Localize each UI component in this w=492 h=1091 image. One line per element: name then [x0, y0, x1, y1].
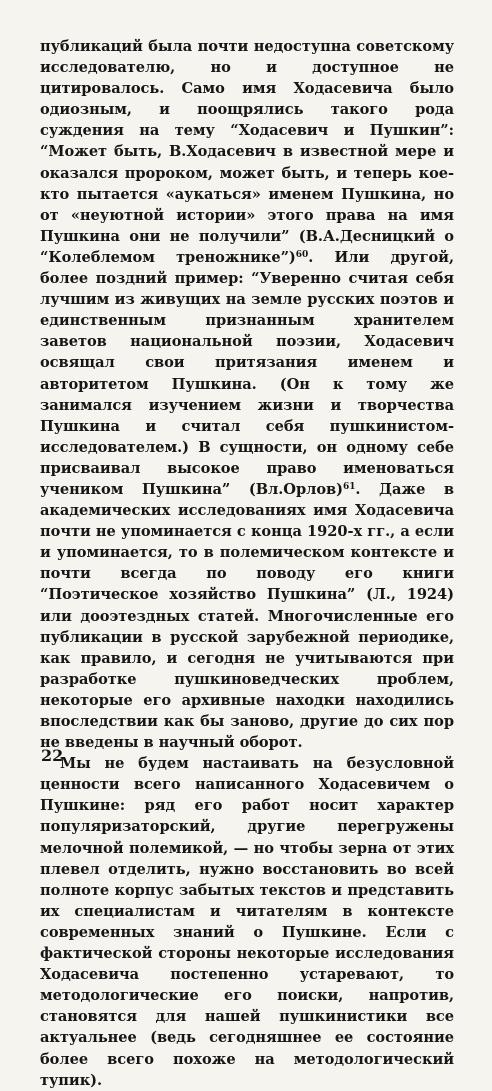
- page-number: 22: [41, 746, 64, 765]
- paragraph-1-text-c: . Даже в академических исследованиях имя Ходасевича почти не упоминается с конца 1920-х гг., а если и упоминается, то в полемическом контексте и почти всегда по поводу его книги “Поэтическое хозяйство Пушкина” (Л., 1924) или дооэтездных статей. Многочисленные его публикации в русской зарубежной периодике, как правило, и сегодня не учитываются при разработке пушкиноведческих проблем, некоторые его архивные находки находились впоследствии как бы заново, другие до сих пор не введены в научный оборот.: [40, 480, 455, 752]
- footnote-ref-60: 60: [295, 249, 309, 260]
- paragraph-2: [40, 753, 454, 1091]
- paragraph-1: [40, 36, 454, 753]
- paragraph-1-text-a: публикаций была почти недоступна советскому исследователю, но и доступное не цитировалось. Само имя Ходасевича было одиозным, и поощрялись такого рода суждения на тему “Ходасевич и Пушкин”: “Может быть, В.Ходасевич в известной мере и оказался пророком, может быть, и теперь кое-кто пытается «аукаться» именем Пушкина, но от «неуютной истории» этого права на имя Пушкина они не получили” (В.А.Десницкий о “Колеблемом треножнике”): [40, 38, 454, 266]
- body-text: [40, 36, 454, 1091]
- paragraph-1-text-b: . Или другой, более поздний пример: “Уверенно считая себя лучшим из живущих на земле русских поэтов и единственным признанным хранителем заветов национальной поэзии, Ходасевич освящал свои притязания именем и авторитетом Пушкина. (Он к тому же занимался изучением жизни и творчества Пушкина и считал себя пушкинистом-исследователем.) В сущности, он одному себе присваивал высокое право именоваться учеником Пушкина” (Вл.Орлов): [40, 248, 454, 498]
- paragraph-2-text: Мы не будем настаивать на безусловной ценности всего написанного Ходасевичем о Пушкине: ряд его работ носит характер популяризаторский, другие перегружены мелочной полемикой, — но чтобы зерна от этих плевел отделить, нужно восстановить во всей полноте корпус забытых текстов и представить их специалистам и читателям в контексте современных знаний о Пушкине. Если с фактической стороны некоторые исследования Ходасевича постепенно устаревают, то методологические его поиски, напротив, становятся для нашей пушкинистики все актуальнее (ведь сегодняшнее ее состояние более всего похоже на методологический тупик).: [40, 755, 454, 1089]
- footnote-ref-61: 61: [342, 481, 356, 492]
